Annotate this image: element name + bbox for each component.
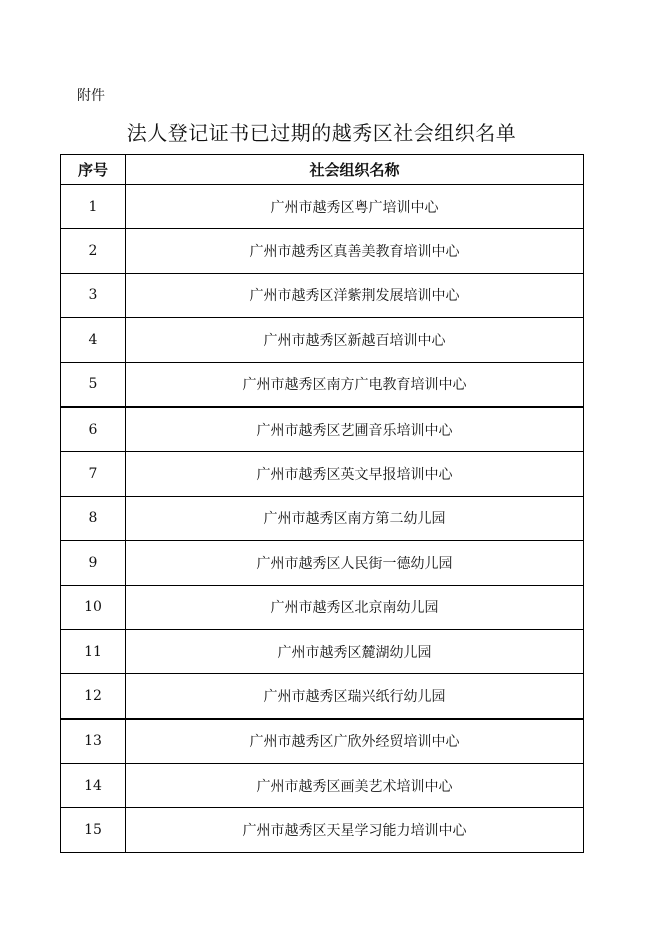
- document-title: 法人登记证书已过期的越秀区社会组织名单: [126, 121, 517, 145]
- organization-name: 广州市越秀区广欣外经贸培训中心: [126, 719, 584, 764]
- row-number: 14: [61, 764, 126, 808]
- table-row: [61, 808, 584, 852]
- row-number: 13: [61, 719, 126, 764]
- row-number: 1: [61, 185, 126, 229]
- table-row: [61, 674, 584, 719]
- header-serial-number: 序号: [61, 155, 126, 185]
- organization-name: 广州市越秀区真善美教育培训中心: [126, 229, 584, 273]
- table-row: [61, 764, 584, 808]
- organization-name: 广州市越秀区新越百培训中心: [126, 318, 584, 362]
- organization-name: 广州市越秀区艺圃音乐培训中心: [126, 407, 584, 452]
- header-organization-name: 社会组织名称: [126, 155, 584, 185]
- table-row: [61, 273, 584, 317]
- row-number: 9: [61, 541, 126, 585]
- table-row: [61, 629, 584, 673]
- table-row: [61, 318, 584, 362]
- organization-name: 广州市越秀区北京南幼儿园: [126, 585, 584, 629]
- row-number: 6: [61, 407, 126, 452]
- row-number: 10: [61, 585, 126, 629]
- row-number: 8: [61, 496, 126, 540]
- table-row: [61, 719, 584, 764]
- table-row: [61, 407, 584, 452]
- organization-name: 广州市越秀区英文早报培训中心: [126, 452, 584, 496]
- organization-name: 广州市越秀区麓湖幼儿园: [126, 629, 584, 673]
- table-row: [61, 185, 584, 229]
- table-row: [61, 585, 584, 629]
- organization-name: 广州市越秀区粤广培训中心: [126, 185, 584, 229]
- row-number: 11: [61, 629, 126, 673]
- row-number: 15: [61, 808, 126, 852]
- row-number: 2: [61, 229, 126, 273]
- organization-name: 广州市越秀区瑞兴纸行幼儿园: [126, 674, 584, 719]
- organization-name: 广州市越秀区南方广电教育培训中心: [126, 362, 584, 407]
- table-header-row: [61, 155, 584, 185]
- row-number: 5: [61, 362, 126, 407]
- table-row: [61, 452, 584, 496]
- attachment-label: 附件: [77, 88, 105, 104]
- row-number: 4: [61, 318, 126, 362]
- row-number: 7: [61, 452, 126, 496]
- organization-name: 广州市越秀区洋紫荆发展培训中心: [126, 273, 584, 317]
- table-row: [61, 229, 584, 273]
- row-number: 12: [61, 674, 126, 719]
- organization-name: 广州市越秀区画美艺术培训中心: [126, 764, 584, 808]
- organization-table: [60, 154, 584, 853]
- organization-name: 广州市越秀区天星学习能力培训中心: [126, 808, 584, 852]
- table-row: [61, 496, 584, 540]
- organization-name: 广州市越秀区人民街一德幼儿园: [126, 541, 584, 585]
- table-row: [61, 541, 584, 585]
- table-row: [61, 362, 584, 407]
- row-number: 3: [61, 273, 126, 317]
- organization-name: 广州市越秀区南方第二幼儿园: [126, 496, 584, 540]
